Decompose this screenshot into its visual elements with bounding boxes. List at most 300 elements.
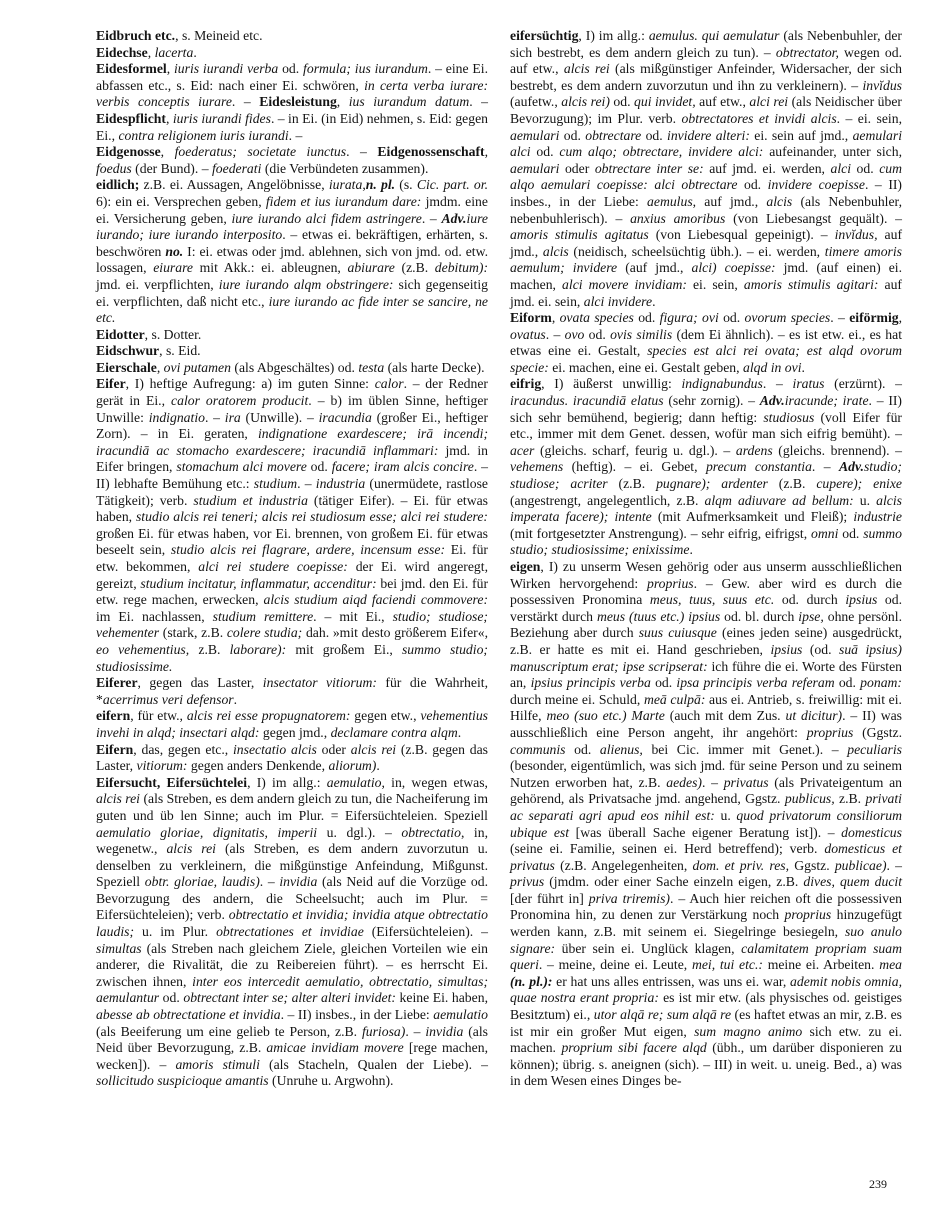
entry-text: u.	[714, 807, 737, 823]
latin-term: alcis	[542, 243, 569, 259]
latin-term: ademit nobis omnia, quae nostra erant propria:	[510, 973, 902, 1006]
entry-text: z.B.	[189, 641, 230, 657]
entry-text: . – Gew. aber wird es durch die possessiven Pronomina	[510, 575, 902, 608]
dictionary-entry	[96, 177, 488, 326]
entry-text: mit großem Ei.,	[286, 641, 402, 657]
headword: Eidschwur	[96, 343, 160, 359]
entry-text: .	[376, 758, 380, 774]
headword: Eifersucht, Eifersüchtelei	[96, 774, 248, 790]
latin-term: fidem et ius iurandum dare:	[265, 193, 422, 209]
latin-term: ponam:	[860, 675, 902, 691]
entry-text: . – II) lebhafte Bemühung etc.:	[96, 459, 488, 492]
latin-term: utor alqā re; sum alqā re	[593, 1007, 732, 1023]
latin-term: invidia	[425, 1023, 464, 1039]
latin-term: studium incitatur, inflammatur, accenditur:	[140, 575, 377, 591]
right-column	[510, 28, 902, 1090]
latin-term: domesticus	[841, 824, 902, 840]
entry-text: (unermüdete, rastlose Tätigkeit); verb.	[96, 476, 489, 508]
dictionary-entry	[96, 742, 488, 775]
entry-text: od.	[530, 144, 560, 160]
latin-term: cum alqo aemulari coepisse: alci obtrectare	[510, 160, 903, 193]
entry-text: od. verstärkt durch	[510, 592, 903, 624]
entry-text: od.	[633, 310, 660, 326]
entry-text: er hat uns alles entrissen, was uns ei. war,	[552, 973, 791, 989]
headword: Eierschale	[96, 359, 157, 375]
entry-text: (als Nebenbuhler, der sich bestrebt, es dem andern gleich zu tun). –	[510, 28, 902, 60]
entry-text: I: ei. etwas oder jmd. ablehnen, sich von jmd. od. etw. lossagen,	[96, 243, 489, 276]
entry-text: od.	[641, 127, 668, 143]
headword: Eidgenossenschaft	[377, 144, 485, 160]
latin-term: iure iurando alci fidem astringere	[231, 210, 422, 226]
entry-text: . –	[204, 409, 225, 425]
entry-text: , gegen das Laster,	[137, 675, 263, 691]
latin-term: aemulatio	[433, 1007, 488, 1023]
entry-text: (als Abgeschältes) od.	[230, 359, 359, 375]
entry-text: oder	[559, 160, 595, 176]
latin-term: invĭdus,	[834, 227, 878, 243]
entry-text: (s.	[395, 177, 417, 193]
headword: Eidechse	[96, 44, 148, 60]
latin-term: invidia	[279, 874, 318, 890]
latin-term: alci rei studere coepisse:	[198, 559, 348, 574]
latin-term: obtrectatores et invidi alcis	[681, 110, 837, 126]
latin-term: ut dicitur)	[785, 708, 843, 724]
headword: Eidesleistung	[259, 94, 337, 110]
entry-text: (mit Aufmerksamkeit und Fleiß);	[651, 509, 854, 525]
grammar-label: Adv.	[759, 393, 785, 409]
latin-term: obtr. gloriae, laudis)	[144, 874, 260, 890]
latin-term: iure iurando; iure iurando interposito	[96, 210, 488, 243]
latin-term: iracunde; irate	[784, 393, 869, 409]
entry-text: . – Auch hier reichen oft die possessiven Pronomina hin, zu denen zur Verstärkung noch	[510, 890, 902, 923]
entry-text: od.	[737, 177, 768, 193]
entry-text: (z.B.	[394, 260, 435, 276]
latin-term: cum alqo; obtrectare, invidere alci:	[559, 144, 764, 160]
latin-term: alienus,	[599, 741, 643, 757]
entry-text: , auf jmd.,	[692, 193, 767, 209]
latin-term: qui invidet,	[634, 94, 696, 110]
latin-term: pugnare); ardenter	[656, 476, 768, 492]
dictionary-entry	[96, 28, 488, 45]
entry-text: (als Streben, es dem andern zuvorzutun u. denselben zu verkleinern, die mißgünstige Anfeindung, Mißgunst. Speziell	[96, 841, 488, 890]
latin-term: suus cuiusque	[638, 625, 717, 641]
latin-term: privati ac separati agri apud eos nihil est:	[510, 791, 902, 823]
entry-text: im Ei. nachlassen,	[96, 608, 213, 624]
latin-term: aemulatio gloriae, dignitatis, imperii	[96, 824, 318, 840]
latin-term: testa	[358, 359, 385, 375]
entry-text: , s. Eid.	[159, 343, 201, 359]
left-column	[96, 28, 488, 1090]
latin-term: alqd in ovi	[742, 359, 802, 375]
latin-term: ipsius principis verba	[530, 675, 651, 691]
latin-term: iure iurando alqm obstringere:	[218, 276, 394, 292]
latin-term: vehemens	[510, 459, 564, 475]
entry-text: es ist mir etw. (als physisches od. geistiges Besitztum) ei.,	[510, 990, 902, 1023]
entry-text: od.	[565, 741, 600, 757]
grammar-label: (n. pl.):	[510, 973, 553, 989]
latin-term: sollicitudo suspicioque amantis	[96, 1073, 269, 1089]
entry-text: od.	[559, 127, 586, 143]
entry-text: , I) äußerst unwillig:	[541, 376, 682, 392]
entry-text: (die Verbündeten zusammen).	[261, 160, 429, 176]
entry-text: (als Neidischer über Bevorzugung); im Plur. verb.	[510, 94, 902, 126]
latin-term: aemulari	[510, 127, 560, 143]
entry-text: [rege machen, wecken]). –	[96, 1040, 488, 1072]
entry-text: meine ei. Arbeiten.	[762, 957, 880, 973]
entry-text: (als mißgünstiger Anfeinder, Widersacher, der sich bestrebt, es dem andern zuvorzutun und ihn zu verkleinern). –	[510, 61, 902, 93]
latin-term: summo studio; studiosissime; enixissime	[510, 525, 903, 558]
latin-term: proprius	[806, 724, 854, 740]
entry-text: auf jmd. ei. werden,	[703, 160, 831, 176]
entry-text: od.	[718, 310, 745, 326]
dictionary-entry	[96, 708, 488, 741]
headword: Eifer	[96, 376, 126, 392]
headword: Eidgenosse	[96, 144, 161, 160]
latin-term: alcis	[766, 193, 793, 209]
entry-text: (gleichs. brennend). –	[772, 442, 902, 458]
dictionary-entry	[96, 376, 488, 675]
dictionary-entry	[96, 144, 488, 177]
entry-text: . – in Ei. (in Eid) nehmen, s. Eid: gegen Ei.,	[96, 110, 489, 143]
entry-text: (der Bund). –	[131, 160, 212, 176]
entry-text: hinzugefügt werden kann, z.B. mit seinem ei. Siegelringe besiegeln,	[510, 907, 902, 940]
entry-text: Ei. für etw. bekommen,	[96, 542, 488, 574]
latin-term: proprius	[784, 907, 832, 923]
latin-term: indignatio	[148, 409, 205, 425]
entry-text: ,	[336, 94, 349, 110]
latin-term: indignatione exardescere; irā incendi; iracundiā ac stomacho exardescere; iracundiā inflammari:	[96, 426, 489, 458]
latin-term: figura; ovi	[659, 310, 719, 326]
latin-term: summo studio; studiosissime.	[96, 641, 488, 674]
entry-text: (z.B.	[767, 476, 817, 492]
latin-term: facere; iram alcis concire	[331, 459, 474, 475]
latin-term: indignabundus	[681, 376, 763, 392]
entry-text: ,	[160, 144, 175, 160]
latin-term: iratus	[792, 376, 825, 392]
latin-term: ovo	[564, 326, 585, 342]
latin-term: obtrectationes et invidiae	[216, 924, 364, 940]
dictionary-entry	[510, 376, 902, 559]
latin-term: proprius	[646, 575, 694, 591]
entry-text: . –	[405, 1023, 426, 1039]
entry-text: (von Liebesangst gequält). –	[725, 210, 902, 226]
entry-text: , das, gegen etc.,	[133, 741, 233, 757]
latin-term: calor oratorem producit	[171, 393, 309, 409]
entry-text: .	[689, 542, 693, 558]
entry-text: od.	[159, 990, 184, 1006]
latin-term: invĭdus	[862, 77, 902, 93]
latin-term: foedus	[96, 160, 132, 176]
entry-text: (als Neid über Bevorzugung, z.B.	[96, 1023, 489, 1056]
latin-term: timere amoris aemulum; invidere	[510, 243, 902, 276]
entry-text: od.	[851, 160, 880, 176]
latin-term: quod privatorum consiliorum ubique est	[510, 807, 902, 840]
entry-text: (erzürnt). –	[824, 376, 903, 392]
entry-text: (auf jmd.,	[617, 260, 692, 276]
latin-term: ardens	[735, 442, 773, 458]
latin-term: ipsa principis verba referam	[676, 675, 835, 691]
latin-term: in certa verba iurare: verbis conceptis iurare	[96, 77, 489, 110]
latin-term: iracundia	[318, 409, 372, 425]
latin-term: lacerta	[154, 44, 194, 60]
entry-text: (als Nebenbuhler, nebenbuhlerisch). –	[510, 193, 902, 226]
entry-text: (als Beeiferung um eine gelieb te Person, z.B.	[96, 1023, 362, 1039]
entry-text: ich führe die ei. Worte des Fürsten an,	[510, 658, 902, 691]
dictionary-entry	[96, 675, 488, 708]
entry-text: ,	[484, 144, 489, 160]
entry-text: od.	[584, 326, 611, 342]
entry-text: od.	[278, 61, 304, 77]
latin-term: invidere alteri:	[667, 127, 750, 143]
entry-text: , s. Meineid etc.	[175, 28, 263, 43]
dictionary-entry	[96, 343, 488, 360]
entry-text: Ggstz.	[789, 857, 835, 873]
entry-text: . –	[811, 459, 839, 475]
entry-text: . – eine Ei. abfassen etc., s. Eid: nach einer Ei. schwören,	[96, 61, 489, 93]
entry-text: . –	[297, 476, 316, 492]
latin-term: alqm adiuvare ad bellum:	[704, 492, 854, 508]
latin-term: studio alcis rei teneri; alcis rei studiosum esse; alci rei studere:	[135, 509, 488, 525]
latin-term: aemulari	[510, 160, 560, 176]
latin-term: amicae invidiam movere	[266, 1040, 404, 1056]
latin-term: aemulus	[647, 193, 693, 209]
latin-term: meā culpā:	[643, 691, 706, 707]
latin-term: aemulari alci	[510, 127, 903, 160]
latin-term: aliorum)	[328, 758, 377, 774]
entry-text: (jmdm. oder einer Sache einzeln eigen, z.B.	[544, 874, 804, 890]
latin-term: calamitatem propriam suam queri	[510, 940, 902, 973]
entry-text: ,	[898, 310, 903, 326]
entry-text: z.B.	[834, 791, 866, 807]
entry-text: (als harte Decke).	[384, 359, 485, 375]
latin-term: aedes)	[666, 774, 702, 790]
headword: Eiform	[510, 310, 552, 326]
entry-text: (Unwille). –	[240, 409, 319, 425]
entry-text: dah. »mit desto größerem Eifer«,	[302, 625, 488, 641]
latin-term: industrie	[853, 509, 902, 525]
entry-text: ,	[156, 359, 164, 375]
entry-text: (aufetw.,	[510, 94, 562, 110]
entry-text: . –	[830, 310, 850, 326]
latin-term: privatus	[723, 774, 769, 790]
entry-text: . – b) im üblen Sinne, heftiger Unwille:	[96, 393, 488, 425]
entry-text: jmd. ei. verpflichten,	[96, 276, 219, 292]
latin-term: amoris stimulis agitari:	[743, 276, 879, 292]
entry-text: auf etw.,	[695, 94, 750, 110]
entry-text: . –	[288, 127, 303, 143]
headword: eidlich;	[96, 177, 140, 193]
latin-term: obtrectatio	[401, 824, 461, 840]
page-number: 239	[869, 1177, 887, 1191]
latin-term: ovi putamen	[163, 359, 231, 375]
entry-text: gegen etw.,	[350, 708, 421, 724]
latin-term: cupere); enixe	[816, 476, 902, 492]
latin-term: obtrectatio et invidia; invidia atque obtrectatio laudis;	[96, 907, 488, 940]
latin-term: obtrectare	[585, 127, 642, 143]
entry-text: aufeinander, unter sich,	[763, 144, 903, 160]
entry-text: . – etwas ei. bekräftigen, erhärten, s. beschwören	[96, 227, 488, 259]
latin-term: foederatus; societate iunctus	[174, 144, 347, 160]
entry-text: (tätiger Eifer). – Ei. für etwas haben,	[96, 492, 488, 525]
latin-term: inter eos intercedit aemulatio, obtrectatio, simultas; aemulantur	[96, 973, 489, 1006]
headword: eifern	[96, 708, 131, 724]
latin-term: alcis studium aiqd faciendi commovere:	[263, 592, 488, 608]
entry-text: . –	[346, 144, 378, 160]
entry-text: (z.B. gegen das Laster,	[96, 741, 488, 774]
entry-text: (dem Ei ähnlich). – es ist etw. ei., es hat etwas eine ei. Gestalt,	[510, 326, 902, 359]
latin-term: dives, quem ducit	[803, 874, 902, 890]
entry-text: , in, wegen etwas,	[381, 774, 488, 790]
entry-text: jmd. (auf einen) ei. machen,	[510, 260, 903, 292]
entry-text: ,	[166, 61, 174, 77]
entry-text: .	[801, 359, 805, 375]
entry-text: auf jmd.,	[510, 227, 902, 259]
entry-text: .	[193, 44, 197, 60]
latin-term: alcis rei	[96, 791, 140, 807]
latin-term: invidere coepisse	[767, 177, 865, 193]
headword: Eidbruch etc.	[96, 28, 176, 43]
latin-term: alci rei	[749, 94, 789, 110]
entry-text: . –	[421, 210, 442, 226]
entry-text: bei jmd. den Ei. für etw. rege machen, erwecken,	[96, 575, 489, 608]
grammar-label: Adv.	[839, 459, 864, 475]
entry-text: .	[457, 724, 462, 740]
entry-text: . –	[701, 774, 724, 790]
entry-text: od.	[834, 675, 861, 691]
entry-text: ,	[147, 44, 155, 60]
entry-text: 6): ein ei. Versprechen geben,	[96, 193, 266, 209]
latin-term: studium et industria	[193, 492, 308, 508]
latin-term: alcis rei	[166, 841, 216, 857]
entry-text: u.	[853, 492, 877, 508]
entry-text: . –	[762, 376, 793, 392]
latin-term: studium	[253, 476, 298, 492]
latin-term: publicae)	[834, 857, 887, 873]
latin-term: acer	[510, 442, 535, 458]
latin-term: insectator vitiorum:	[262, 675, 377, 691]
entry-text: . – meine, deine ei. Leute,	[538, 957, 692, 973]
latin-term: alcis rei	[350, 741, 397, 757]
latin-term: industria	[315, 476, 366, 492]
entry-text: z.B. ei. Aussagen, Angelöbnisse,	[139, 177, 329, 193]
entry-text: (mit fortgesetzter Anstrengung). – sehr eifrig, eifrigst,	[510, 525, 812, 541]
grammar-label: no.	[165, 243, 184, 259]
dictionary-entry	[96, 61, 488, 144]
latin-term: studium remittere	[212, 608, 314, 624]
entry-text: für die Wahrheit, *	[96, 675, 489, 707]
latin-term: alci	[830, 160, 852, 176]
entry-text: , I) im allg.:	[578, 28, 649, 43]
entry-text: .	[652, 293, 656, 309]
entry-text: . –	[545, 326, 565, 342]
latin-term: precum constantia	[705, 459, 812, 475]
latin-term: ius iurandum datum	[348, 94, 470, 110]
latin-term: obtrectant inter se; alter alteri invidet:	[183, 990, 396, 1006]
entry-text: (übh., um darüber disponieren zu können); übrig. s. aneignen (sich). – III) in weit. u. uneig. Bed., a) was in dem Wesen eines Dinges be-	[510, 1040, 903, 1089]
entry-text: (neidisch, scheelsüchtig übh.). – ei. werden,	[568, 243, 825, 259]
entry-text: u. dgl.). –	[317, 824, 402, 840]
latin-term: alcis rei esse propugnatorem:	[186, 708, 351, 724]
latin-term: iuris iurandi fides	[172, 110, 271, 126]
latin-term: proprium sibi facere alqd	[561, 1040, 707, 1056]
latin-term: alci) coepisse:	[691, 260, 776, 276]
grammar-label: Adv.	[441, 210, 467, 226]
entry-text: sich etw. zu ei. machen.	[510, 1023, 902, 1056]
latin-term: eo vehementius,	[96, 641, 190, 657]
latin-term: iracundus. iracundiā elatus	[510, 393, 664, 409]
entry-text: . –	[259, 874, 280, 890]
latin-term: ipsius	[770, 641, 803, 657]
entry-text: ohne persönl. Beziehung aber durch	[510, 608, 902, 641]
latin-term: formula; ius iurandum	[303, 61, 428, 77]
dictionary-entry	[96, 327, 488, 344]
entry-text: (als Streben nach gleichem Ziele, gleichen Vorteilen wie ein anderer, die Rivalität, die zu Reibereien führt). – es herrscht Ei. zwischen ihnen,	[96, 940, 488, 989]
entry-text: .	[233, 691, 238, 707]
latin-term: amoris stimulis agitatus	[510, 227, 649, 243]
latin-term: obtrectator,	[775, 44, 839, 60]
entry-text: ,	[362, 177, 366, 193]
entry-text: jmdm. eine ei. Versicherung geben,	[96, 193, 488, 226]
entry-text: ei. machen, eine ei. Gestalt geben,	[548, 359, 743, 375]
entry-text: (heftig). – ei. Gebet,	[563, 459, 706, 475]
headword: eifersüchtig	[510, 28, 579, 43]
dictionary-entry	[510, 559, 902, 1090]
headword: Eifern	[96, 741, 134, 757]
latin-term: ovis similis	[610, 326, 673, 342]
latin-term: debitum):	[434, 260, 489, 276]
entry-text: (angestrengt, angelegentlich, z.B.	[510, 492, 705, 508]
dictionary-entry	[510, 28, 902, 310]
latin-term: suo anulo signare:	[510, 924, 902, 956]
entry-text: od.	[838, 525, 864, 541]
latin-term: domesticus et privatus	[510, 841, 902, 873]
latin-term: colere studia;	[226, 625, 303, 641]
entry-text: (als Stacheln, Qualen der Liebe). –	[259, 1056, 488, 1072]
entry-text: (besonder, eigentümlich, was sich jmd. für seine Person und zu seinem Nutzen erworben hat, z.B.	[510, 758, 902, 790]
latin-term: studio; studiose; vehementer	[96, 608, 488, 641]
entry-text: od. bl. durch	[720, 608, 799, 624]
entry-text: durch meine ei. Schuld,	[510, 691, 644, 707]
entry-text: , s. Dotter.	[144, 326, 202, 342]
entry-text: (auch mit dem Zus.	[664, 708, 786, 724]
entry-text: . – II) insbes., in der Liebe:	[280, 1007, 434, 1023]
latin-term: furiosa)	[361, 1023, 406, 1039]
entry-text: mit Akk.: ei. ableugnen,	[193, 260, 348, 276]
entry-text: od.	[650, 675, 677, 691]
latin-term: obtrectare inter se:	[594, 160, 704, 176]
latin-term: studiosus	[763, 409, 815, 425]
entry-text: jmd. in Eifer bringen,	[96, 442, 488, 475]
latin-term: privus	[510, 874, 545, 890]
entry-text: (großer Ei., heftiger Zorn). – in Ei. geraten,	[96, 409, 489, 442]
entry-text: der Ei. wird angeregt, gereizt,	[96, 559, 488, 591]
latin-term: aemulus. qui aemulatur	[648, 28, 780, 43]
latin-term: insectatio alcis	[232, 741, 317, 757]
entry-text: (Ggstz.	[853, 724, 902, 740]
latin-term: omni	[811, 525, 839, 541]
latin-term: studio; studiose; acriter	[510, 459, 902, 492]
entry-text: . – mit Ei.,	[313, 608, 393, 624]
entry-text: (als Neid auf die Vorzüge od. Bevorzugung des andern, die Scheelsucht; auch im Plur. = Eifersüchteleien); verb.	[96, 874, 489, 923]
entry-text: . – II) insbes., in der Liebe:	[510, 177, 902, 209]
latin-term: aemulatio	[326, 774, 382, 790]
entry-text: bei Cic. immer mit Genet.). –	[642, 741, 848, 757]
latin-term: contra religionem iuris iurandi	[118, 127, 289, 143]
entry-text: auf jmd. ei. sein,	[510, 276, 902, 309]
entry-text: [was überall Sache eigener Beratung ist]). –	[569, 824, 842, 840]
entry-text: (eines jeden seine) ausgedrückt, z.B. er hatte es mit ei. Hand geschrieben,	[510, 625, 903, 657]
latin-term: communis	[510, 741, 566, 757]
